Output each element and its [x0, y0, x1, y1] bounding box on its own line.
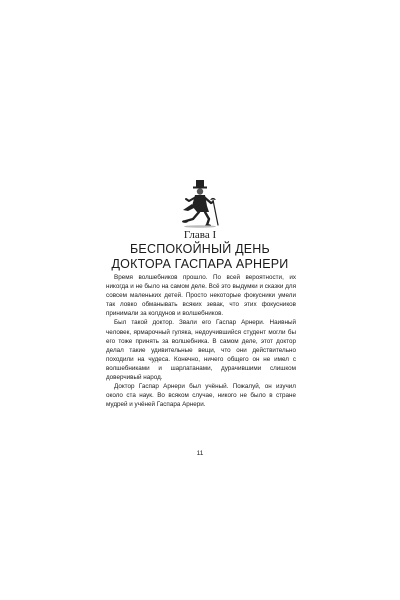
page-number: 11	[196, 450, 204, 457]
paragraph: Доктор Гаспар Арнери был учёный. Пожалуй, он изучил около ста наук. Во всяком случае, никого не было в стране мудрей и учёней Гаспара Арнери.	[106, 383, 296, 409]
running-man-with-cane-icon	[174, 178, 232, 228]
chapter-label: Глава I	[183, 229, 217, 241]
chapter-title-line-2: ДОКТОРА ГАСПАРА АРНЕРИ	[111, 257, 289, 271]
paragraph: Был такой доктор. Звали его Гаспар Арнери. Наивный человек, ярмарочный гуляка, недоучившийся студент могли бы его тоже принять за волшебника. В самом деле, этот доктор делал такие удивительные вещи, что они действительно походили на чудеса. Конечно, ничего общего он не имел с волшебниками и шарлатанами, дурачившими слишком доверчивый народ.	[106, 319, 296, 382]
chapter-body-text	[106, 273, 296, 409]
chapter-title-line-1: БЕСПОКОЙНЫЙ ДЕНЬ	[130, 242, 270, 256]
paragraph: Время волшебников прошло. По всей вероятности, их никогда и не было на самом деле. Всё это выдумки и сказки для совсем маленьких детей. Просто некоторые фокусники умели так ловко обманывать всяких зевак, что этих фокусников принимали за колдунов и волшебников.	[106, 274, 296, 318]
chapter-title	[0, 242, 400, 272]
